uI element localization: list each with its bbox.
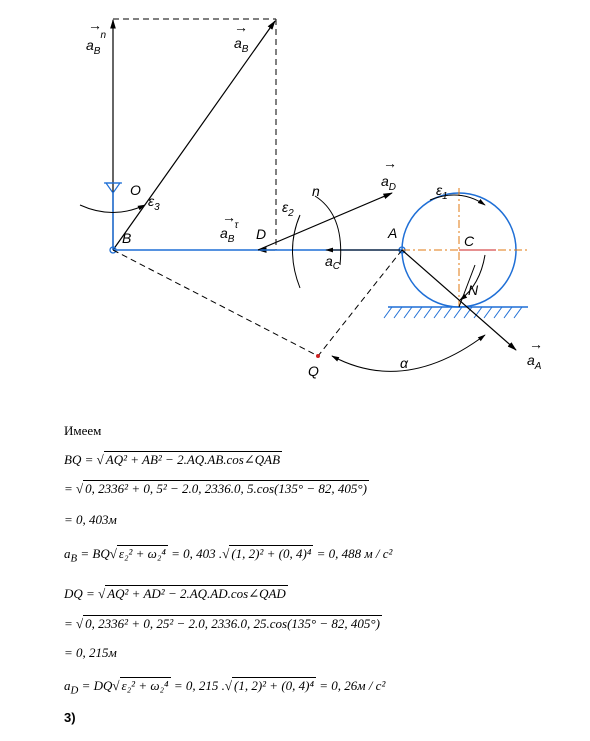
label-aB: $a_B$ <box>234 35 249 55</box>
arrow-aA: → <box>529 336 543 352</box>
eps2-arc <box>293 215 301 288</box>
equation-DQ: DQ = √ AQ² + AD² − 2.AQ.AD.cos∠QAD <box>64 586 286 601</box>
section-number: 3) <box>64 710 76 725</box>
label-O: O <box>130 182 141 198</box>
alpha-arc <box>332 335 485 371</box>
label-A: A <box>388 225 398 241</box>
label-aBtau: $a_B^\tau$ <box>220 220 239 245</box>
arrow-aBn: → <box>88 17 102 33</box>
label-B: B <box>122 230 132 246</box>
equation-DQ-result: = 0, 215м <box>64 645 117 660</box>
label-N: N <box>468 282 479 298</box>
label-aA: $a_A$ <box>527 352 542 372</box>
ground-hatching <box>384 307 522 318</box>
label-n: n <box>312 183 320 199</box>
arrow-aB: → <box>234 19 248 35</box>
label-D: D <box>256 226 267 242</box>
label-alpha: α <box>400 355 408 371</box>
equation-aB: $a_B = BQ√$ ε₂² + ω₂⁴ = 0, 403 .√ (1, 2)² + (0, 4)⁴ = 0, 488 м / с² <box>64 546 393 565</box>
aD-vector <box>258 193 392 250</box>
label-eps1: $\varepsilon_1$ <box>436 182 448 202</box>
point-Q <box>316 354 320 358</box>
label-aD: $a_D$ <box>381 173 397 193</box>
aB-vector <box>113 21 275 250</box>
label-eps3: $\varepsilon_3$ <box>148 193 160 213</box>
dashed-BQ <box>113 250 318 356</box>
label-aBn: $a_B^n$ <box>86 30 107 57</box>
arrow-aBtau: → <box>222 209 236 225</box>
label-C: C <box>464 233 475 249</box>
label-eps2: $\varepsilon_2$ <box>282 199 294 219</box>
equation-BQ: BQ = √ AQ² + AB² − 2.AQ.AB.cos∠QAB <box>64 452 281 467</box>
equation-DQ-values: = √ 0, 2336² + 0, 25² − 2.0, 2336.0, 25.cos(135° − 82, 405°) <box>64 616 380 631</box>
equation-BQ-result: = 0, 403м <box>64 512 117 527</box>
equation-BQ-values: = √ 0, 2336² + 0, 5² − 2.0, 2336.0, 5.cos(135° − 82, 405°) <box>64 481 367 496</box>
arrow-aD: → <box>383 155 397 171</box>
label-aC: $a_C$ <box>325 253 341 272</box>
intro-text: Имеем <box>64 423 102 438</box>
equation-aD: $a_D = DQ√$ ε₂² + ω₂⁴ = 0, 215 .√ (1, 2)² + (0, 4)⁴ = 0, 26м / с² <box>64 678 386 697</box>
label-Q: Q <box>308 363 319 379</box>
